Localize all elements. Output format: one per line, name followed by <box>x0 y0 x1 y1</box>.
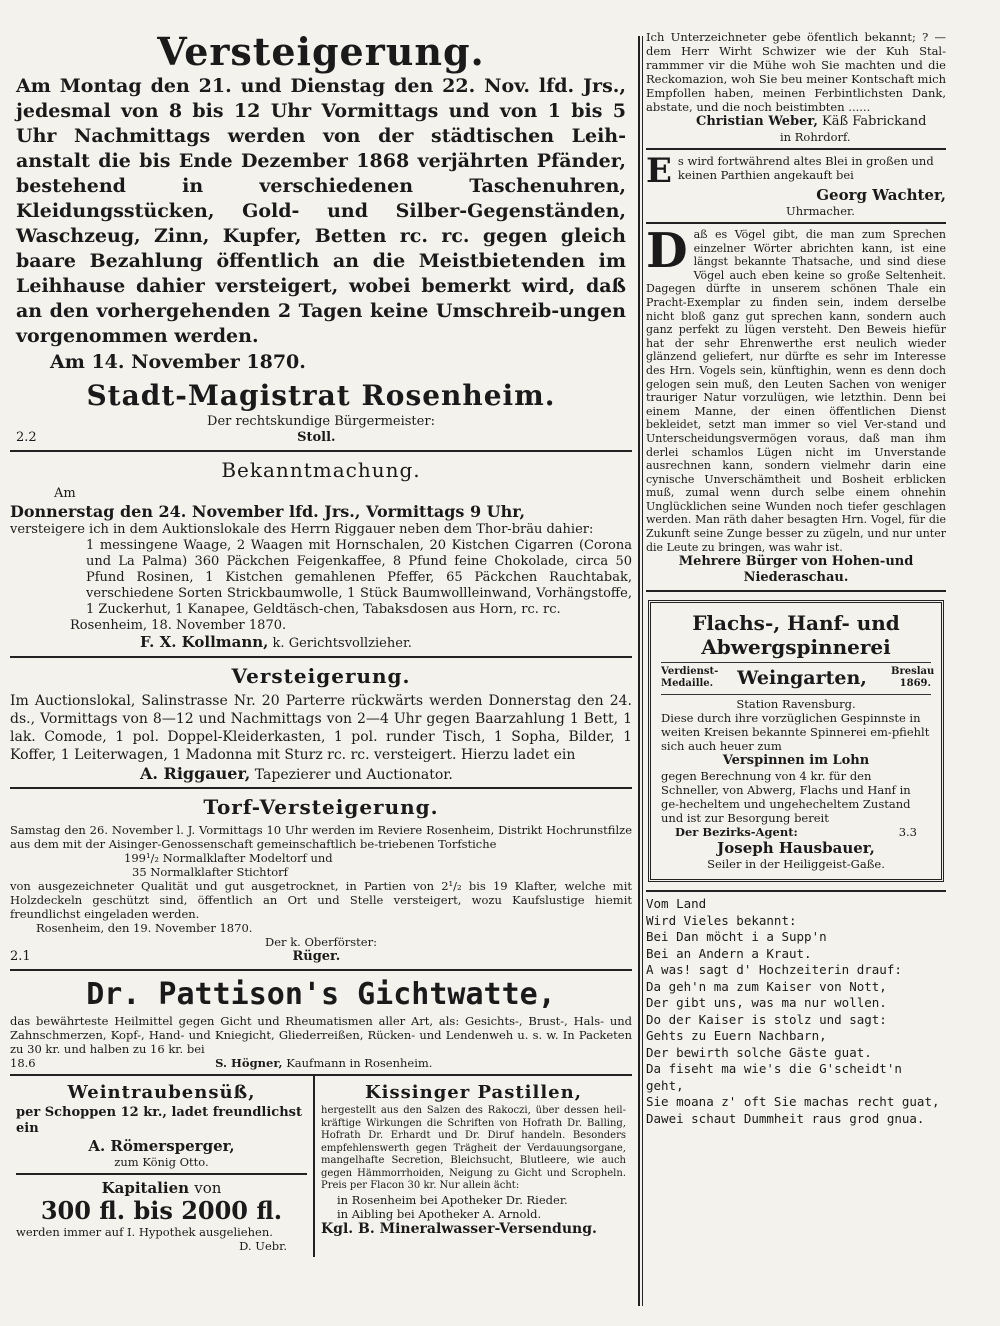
poem-line: Gehts zu Euern Nachbarn, <box>646 1028 827 1044</box>
right4-mark: 3.3 <box>898 825 917 840</box>
ad6-line1: per Schoppen 12 kr., ladet freundlichst ein <box>16 1105 302 1136</box>
right4-left-label: Verdienst-Medaille. <box>661 666 719 690</box>
lead-purchase-ad <box>646 154 946 218</box>
poem-line: Da fiseht ma wie's die G'scheidt'n geht, <box>646 1061 902 1093</box>
bottom-ads-row <box>10 1074 632 1257</box>
right1-signer: Christian Weber, <box>696 114 818 129</box>
ad4-date: Rosenheim, den 19. November 1870. <box>36 921 253 935</box>
ad6-role: zum König Otto. <box>114 1155 209 1169</box>
divider <box>646 590 946 592</box>
ad5-mark: 18.6 <box>10 1056 36 1070</box>
ad4-item1: 199¹/₂ Normalklafter Modeltorf und <box>124 851 333 865</box>
ad1-name: Stoll. <box>297 430 336 445</box>
ad1-title: Versteigerung. <box>157 29 485 74</box>
divider <box>10 969 632 971</box>
ad4-item2: 35 Normalklafter Stichtorf <box>132 865 288 879</box>
right4-text1: Diese durch ihre vorzüglichen Gespinnste in weiten Kreisen bekannte Spinnerei em-pfiehlt sich auch heuer zum <box>661 711 930 754</box>
ad3-role: Tapezierer und Auctionator. <box>254 767 453 783</box>
poem-line: Bei Dan möcht i a Supp'n <box>646 929 827 945</box>
ad2-title: Bekanntmachung. <box>221 458 421 482</box>
ad2-headline: Donnerstag den 24. November lfd. Jrs., Vormittags 9 Uhr, <box>10 502 526 521</box>
ad1-text: Am Montag den 21. und Dienstag den 22. Nov. lfd. Jrs., jedesmal von 8 bis 12 Uhr Vormittags und von 1 bis 5 Uhr Nachmittags werden von der städtischen Leih-anstalt die bis Ende Dezember 1868 verjährten Pfänder, bestehend in verschiedenen Taschenuhren, Kleidungsstücken, Gold- und Silber-Gegenständen, Waschzeug, Zinn, Kupfer, Betten rc. rc. gegen gleich baare Bezahlung öffentlich an die Meistbietenden im Leihhause dahier versteigert, wobei bemerkt wird, daß an den vorhergehenden 2 Tagen keine Umschreib-ungen vorgenommen werden. <box>16 75 626 347</box>
right4-title2: Abwergspinnerei <box>701 635 891 660</box>
spinning-mill-ad <box>648 600 944 882</box>
right3-signer: Mehrere Bürger von Hohen-und Niederaschau. <box>678 554 914 586</box>
poem-line: Da geh'n ma zum Kaiser von Nott, <box>646 978 887 994</box>
dialect-poem <box>646 896 946 1127</box>
ad3-signer: A. Riggauer, <box>140 764 251 783</box>
ad8-dep1: in Rosenheim bei Apotheker Dr. Rieder. <box>337 1192 568 1207</box>
right4-text2: gegen Berechnung von 4 kr. für den Schneller, von Abwerg, Flachs und Hanf in ge-hecheltem und ungehecheltem Zustand und ist zur Besorgung bereit <box>661 769 911 826</box>
ad7-von: von <box>194 1179 222 1197</box>
ad4-role: Der k. Oberförster: <box>265 935 377 949</box>
divider <box>10 787 632 789</box>
poem-line: Der bewirth solche Gäste guat. <box>646 1044 872 1060</box>
ad4-text2: von ausgezeichneter Qualität und gut ausgetrocknet, in Partien von 2¹/₂ bis 19 Klafter, welche mit Holzdeckeln geschützt sind, öffentlich an Ort und Stelle versteigert, wozu Kaufslustige hiemit freundlichst eingeladen werden. <box>10 879 632 921</box>
right4-title1: Flachs-, Hanf- und <box>692 611 900 636</box>
ad8-dep2: in Aibling bei Apotheker A. Arnold. <box>337 1206 542 1221</box>
right2-role: Uhrmacher. <box>786 204 855 218</box>
ad3-title: Versteigerung. <box>231 664 411 688</box>
ad7-text: werden immer auf I. Hypothek ausgeliehen. <box>16 1225 273 1239</box>
right2-signer: Georg Wachter, <box>816 186 946 204</box>
divider <box>16 1173 307 1175</box>
ad5-title: Dr. Pattison's Gichtwatte, <box>86 977 556 1012</box>
poem-line: Der gibt uns, was ma nur wollen. <box>646 995 887 1011</box>
ad5-signer: S. Högner, <box>215 1056 283 1070</box>
thanks-notice <box>646 30 946 144</box>
poem-line: Bei an Andern a Kraut. <box>646 945 812 961</box>
ad4-name: Rüger. <box>292 949 341 964</box>
column-divider-inner <box>642 36 643 1306</box>
ad5-role: Kaufmann in Rosenheim. <box>286 1056 433 1070</box>
ad1-mark: 2.2 <box>16 430 37 445</box>
divider <box>10 656 632 658</box>
poem-line: Vom Land <box>646 896 707 912</box>
divider <box>10 450 632 452</box>
ad1-signer: Stadt-Magistrat Rosenheim. <box>86 379 556 412</box>
ad4-title: Torf-Versteigerung. <box>203 795 439 819</box>
poem-line: A was! sagt d' Hochzeiterin drauf: <box>646 962 902 978</box>
right4-agent-label: Der Bezirks-Agent: <box>675 825 798 840</box>
right4-name: Weingarten, <box>737 667 867 690</box>
ad4-mark: 2.1 <box>10 949 31 964</box>
ad2-intro: versteigere ich in dem Auktionslokale des Herrn Riggauer neben dem Thor-bräu dahier: <box>10 522 594 537</box>
right4-agent-role: Seiler in der Heiliggeist-Gaße. <box>707 857 885 872</box>
ad6-signer: A. Römersperger, <box>88 1137 235 1155</box>
ad7-title: Kapitalien <box>101 1179 190 1197</box>
bottom-right-ads <box>315 1076 632 1257</box>
ad2-signer: F. X. Kollmann, <box>140 633 269 651</box>
right1-text: Ich Unterzeichneter gebe öfentlich bekannt; ? — dem Herr Wirht Schwizer wie der Kuh Stal-rammmer vir die Mühe woh Sie machten und die Reckomazion, woh Sie beu meiner Kontschaft mich Empfollen haben, meinen Ferbintlichsten Dank, abstate, und die noch beistimbten ...... <box>646 30 946 114</box>
right-column <box>646 30 946 1127</box>
poem-line: Wird Vieles bekannt: <box>646 912 797 928</box>
divider <box>646 148 946 150</box>
right2-dropcap: E <box>646 154 672 191</box>
auction-notice-2 <box>10 664 632 783</box>
ad2-am: Am <box>54 486 76 501</box>
ad7-amount: 300 fl. bis 2000 fl. <box>40 1196 283 1225</box>
right4-agent: Joseph Hausbauer, <box>717 839 875 858</box>
right4-service: Verspinnen im Lohn <box>722 753 870 769</box>
ad8-footer: Kgl. B. Mineralwasser-Versendung. <box>321 1220 597 1237</box>
gout-remedy-ad <box>10 977 632 1070</box>
ad2-date: Rosenheim, 18. November 1870. <box>70 618 287 633</box>
parrot-satire <box>646 228 946 586</box>
right4-station: Station Ravensburg. <box>661 694 931 711</box>
left-column <box>10 30 632 1257</box>
right1-place: in Rohrdorf. <box>780 130 851 144</box>
bottom-left-ads <box>10 1076 315 1257</box>
ad7-sig: D. Uebr. <box>239 1239 287 1253</box>
column-divider <box>638 36 640 1306</box>
ad1-date: Am 14. November 1870. <box>50 351 306 373</box>
ad2-items: 1 messingene Waage, 2 Waagen mit Hornschalen, 20 Kistchen Cigarren (Corona und La Palma) 360 Päckchen Feigenkaffee, 8 Pfund feine Chokolade, circa 50 Pfund Rosinen, 1 Kistchen gemahlenen Pfeffer, 65 Päckchen Rauchtabak, verschiedene Sorten Strickbaumwolle, 1 Stück Baumwollleinwand, Vorhängstoffe, 1 Zuckerhut, 1 Kanapee, Geldtäsch-chen, Tabaksdosen aus Horn, rc. rc. <box>86 538 632 617</box>
ad4-text: Samstag den 26. November l. J. Vormittags 10 Uhr werden im Reviere Rosenheim, Distrikt Hochrunstfilze aus dem mit der Aisinger-Genossenschaft gemeinschaftlich be-triebenen Torfstiche <box>10 823 632 851</box>
divider <box>661 662 931 663</box>
announcement-notice <box>10 458 632 652</box>
ad3-text: Im Auctionslokal, Salinstrasse Nr. 20 Parterre rückwärts werden Donnerstag den 24. ds., Vormittags von 8—12 und Nachmittags von 2—4 Uhr gegen Baarzahlung 1 Bett, 1 lak. Comode, 1 pol. Doppel-Kleiderkasten, 1 pol. runder Tisch, 1 Sopha, Bilder, 1 Koffer, 1 Leiterwagen, 1 Madonna mit Sturz rc. rc. versteigert. Hierzu ladet ein <box>10 693 632 763</box>
right2-text: s wird fortwährend altes Blei in großen und keinen Parthien angekauft bei <box>677 154 934 182</box>
auction-notice-1 <box>10 30 632 446</box>
peat-auction-notice <box>10 795 632 965</box>
ad6-title: Weintraubensüß, <box>67 1082 256 1103</box>
divider <box>646 890 946 892</box>
right3-text: aß es Vögel gibt, die man zum Sprechen einzelner Wörter abrichten kann, ist eine längst bekannte Thatsache, und sind diese Vögel auch eben keine so große Seltenheit. Dagegen dürfte in unserem schönen Thale ein Pracht-Exemplar zu finden sein, indem derselbe nicht bloß ganz gut sprechen kann, sondern auch ganz perfekt zu lügen versteht. Den Beweis hiefür hat der sehr Ehrenwerthe erst neulich wieder glänzend geliefert, nur dürfte es sehr im Interesse des Hrn. Vogels sein, künftighin, wenn es denn doch gelogen sein muß, den Leuten Sachen von weniger trauriger Natur vorzulügen, wie letzthin. Denn bei einem Manne, der einen öffentlichen Dienst bekleidet, setzt man immer so viel Ver-stand und Unterscheidungsvermögen voraus, daß man ihm derlei schamlos Lügen nicht im Unverstande ausrechnen kann, sondern vielmehr darin eine cynische Unverschämtheit und Bosheit erblicken muß, zumal wenn durch selbe einem ohnehin Unglücklichen seine Wunden noch tiefer geschlagen werden. Man räth daher besagten Hrn. Vogel, für die Zukunft seine Zunge besser zu zügeln, und nur unter die Leute zu bringen, was wahr ist. <box>646 228 946 554</box>
right1-role: Käß Fabrickand <box>822 114 927 129</box>
ad8-title: Kissinger Pastillen, <box>365 1082 582 1103</box>
right3-dropcap: D <box>646 228 688 279</box>
ad8-text: hergestellt aus den Salzen des Rakoczi, über dessen heil-kräftige Wirkungen die Schriften von Hofrath Dr. Balling, Hofrath Dr. Erhardt und Dr. Diruf handeln. Besonders empfehlenswerth gegen Trägheit der Verdauungsorgane, mangelhafte Secretion, Bleichsucht, Blutleere, wie auch gegen Hämmorrhoiden, Neigung zu Gicht und Scropheln. Preis per Flacon 30 kr. Nur allein ächt: <box>321 1105 626 1191</box>
right4-right-label: Breslau 1869. <box>891 666 935 690</box>
divider <box>646 222 946 224</box>
ad2-role: k. Gerichtsvollzieher. <box>272 636 412 651</box>
ad1-role: Der rechtskundige Bürgermeister: <box>207 414 435 429</box>
poem-line: Dawei schaut Dummheit raus grod gnua. <box>646 1110 925 1126</box>
poem-line: Do der Kaiser is stolz und sagt: <box>646 1011 887 1027</box>
poem-line: Sie moana z' oft Sie machas recht guat, <box>646 1094 940 1110</box>
ad5-text: das bewährteste Heilmittel gegen Gicht und Rheumatismen aller Art, als: Gesichts-, Brust-, Hals- und Zahnschmerzen, Kopf-, Hand- und Kniegicht, Gliederreißen, Rücken- und Lendenweh u. s. w. In Packeten zu 30 kr. und halben zu 16 kr. bei <box>10 1014 632 1056</box>
